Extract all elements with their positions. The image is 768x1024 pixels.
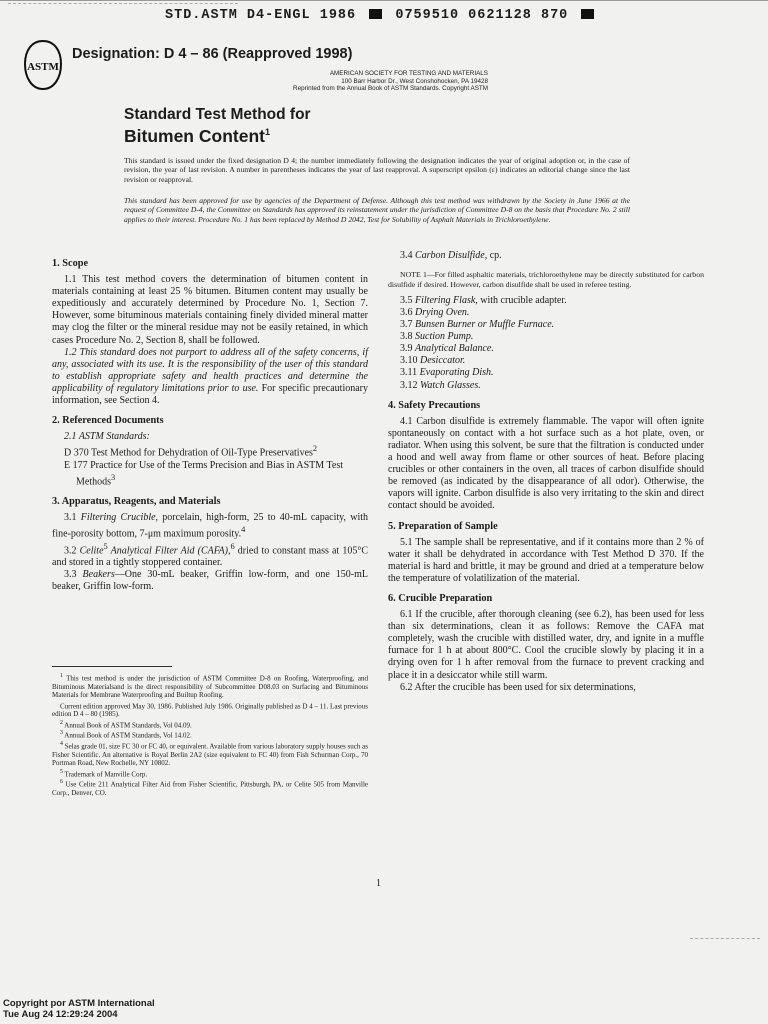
paragraph: 6.2 After the crucible has been used for six determinations, [400, 681, 636, 693]
title-line-2: Bitumen Content [124, 125, 265, 146]
item-number: 3.7 [400, 319, 413, 331]
document-code-header [165, 8, 598, 23]
document-title [124, 106, 311, 146]
section-heading: 3. Apparatus, Reagents, and Materials [52, 496, 221, 508]
item-number: 3.1 [64, 512, 81, 524]
footnote [52, 729, 368, 740]
footnote-mark: 5 [60, 768, 63, 775]
paragraph [52, 512, 368, 541]
item-number: 3.10 [400, 355, 418, 367]
code-part-1: STD.ASTM D4-ENGL 1986 [165, 8, 357, 23]
footnote-text: Annual Book of ASTM Standards, Vol 04.09. [62, 721, 192, 730]
item-number: 3.5 [400, 294, 413, 306]
apparatus-item [388, 295, 704, 307]
item-text: —One 30-mL beaker, Griffin low-form, and one 150-mL beaker, Griffin low-form. [52, 569, 369, 593]
paragraph [52, 541, 368, 570]
apparatus-item [388, 367, 704, 379]
footnote-mark: 1 [60, 673, 63, 679]
reference-d370: D 370 Test Method for Dehydration of Oil-Type Preservatives [64, 447, 313, 459]
section-heading: 4. Safety Precautions [388, 399, 481, 411]
apparatus-list [388, 295, 704, 392]
item-number: 3.8 [400, 331, 413, 343]
item-number: 3.2 [64, 545, 80, 557]
paragraph [52, 569, 368, 593]
apparatus-item [388, 319, 704, 331]
reference-item [52, 460, 368, 489]
footnote [52, 768, 368, 779]
footnote [52, 719, 368, 730]
item-name: Evaporating Dish. [419, 367, 494, 379]
footnote-text: This test method is under the jurisdiction of ASTM Committee D-8 on Roofing, Waterproofing, and Bituminous Materialsand is the direct responsibility of Subcommittee D08.03 on Surfacing and Bituminous Materials for Membrane Waterproofing and Builtup Roofing. [52, 674, 368, 700]
reprint-note: Reprinted from the Annual Book of ASTM Standards. Copyright ASTM [293, 85, 488, 93]
issuance-note: This standard is issued under the fixed designation D 4; the number immediately following the designation indicates the year of original adoption or, in the case of revision, the year of last revision. A number in parentheses indicates the year of last reapproval. A superscript epsilon (ε) indicates an editorial change since the last revision or reapproval. [124, 156, 630, 184]
item-name: Filtering Crucible, [80, 512, 159, 524]
footnotes [52, 672, 368, 798]
code-part-2: 0759510 0621128 870 [395, 8, 569, 23]
right-column [388, 250, 704, 694]
footnote-text: Use Celite 211 Analytical Filter Aid from Fisher Scientific, Pittsburgh, PA, or Celite 505 from Manville Corp., Denver, CO. [52, 780, 368, 798]
section-heading: 1. Scope [52, 258, 89, 269]
reference-e177: E 177 Practice for Use of the Terms Precision and Bias in ASTM Test Methods [64, 459, 344, 488]
footnote-mark: 4 [60, 741, 63, 748]
copyright-stamp [3, 998, 155, 1020]
safety-statement: 1.2 This standard does not purport to address all of the safety concerns, if any, associated with its use. It is the responsibility of the user of this standard to establish appropriate safety and health practices and determine the applicability of regulatory limitations prior to use. [52, 346, 368, 394]
item-text: dried to constant mass at 105°C and stored in a tightly stoppered container. [52, 545, 369, 569]
apparatus-item [388, 380, 704, 392]
footnote-mark: 2 [60, 719, 63, 726]
paragraph: 6.1 If the crucible, after thorough cleaning (see 6.2), has been used for less than six determinations, clean it as follows: Remove the CAFA mat completely, wash the crucible with distilled water, dry, and ignite in a muffle furnace for 1 h at about 800°C. Cool the crucible slowly by placing it in a drying oven for 1 h after removal from the furnace to prevent cracking and place it in a desiccator while still warm. [388, 609, 704, 681]
footnote-text: Annual Book of ASTM Standards, Vol 14.02. [62, 731, 192, 740]
copyright-line: Copyright por ASTM International [3, 998, 155, 1009]
apparatus-item [388, 355, 704, 367]
approval-note: This standard has been approved for use by agencies of the Department of Defense. Although this test method was withdrawn by the Society in June 1966 at the request of Committee D-4, the Committee on Standards has approved its reinstatement under the jurisdiction of Committee D-8 on the basis that Procedure No. 2 still applies to their interest. Procedure No. 1 has been replaced by Method D 2042, Test for Solubility of Asphalt Materials in Trichloroethylene. [124, 196, 630, 224]
item-name: Suction Pump. [415, 331, 474, 343]
scan-edge [0, 0, 768, 1]
footnote [52, 778, 368, 797]
item-name: Drying Oven. [415, 307, 470, 318]
item-name: Celite [79, 545, 104, 557]
left-column [52, 258, 368, 594]
paragraph: 1.1 This test method covers the determination of bitumen content in materials containing at least 25 % bitumen. Bitumen content may usually be expeditiously and accurately determined by Procedure No. 1, Section 7. However, some bituminous materials containing finely divided mineral matter may clog the filter or the mineral residue may not be easily retained, in which cases Procedure No. 2, Section 8, shall be followed. [52, 274, 368, 346]
section-heading: 6. Crucible Preparation [388, 592, 493, 604]
item-name: Carbon Disulfide, [415, 250, 488, 261]
footnote-ref: 4 [241, 525, 246, 535]
footnote [52, 740, 368, 768]
title-footnote-ref: 1 [264, 127, 270, 137]
paragraph: 4.1 Carbon disulfide is extremely flammable. The vapor will often ignite spontaneously on contact with a hot surface such as a hot plate, oven, or radiator. When using this solvent, be sure that the filtration is conducted under a hood and well away from flame or other sources of heat. Before placing crucibles or other containers in the oven, all traces of carbon disulfide should be removed (as indicated by the disappearance of all odor). Otherwise, the vapors will ignite. Carbon disulfide is also very irritating to the skin and direct contact should be avoided. [388, 415, 704, 512]
footnote-ref: 6 [230, 541, 235, 551]
item-name: Analytical Filter Aid (CAFA), [107, 545, 231, 557]
title-line-1: Standard Test Method for [124, 106, 311, 123]
item-number: 3.12 [400, 379, 418, 391]
item-number: 3.4 [400, 250, 415, 261]
item-text: cp. [487, 250, 502, 261]
publisher-name: AMERICAN SOCIETY FOR TESTING AND MATERIALS [329, 70, 488, 77]
designation: Designation: D 4 – 86 (Reapproved 1998) [72, 46, 353, 62]
logo-text: ASTM [27, 61, 59, 73]
item-name: Analytical Balance. [415, 343, 494, 355]
item-name: Watch Glasses. [420, 379, 481, 391]
footnote-text: Selas grade 01, size FC 30 or FC 40, or equivalent. Available from various laboratory supply houses such as Fisher Scientific. An alternative is Royal Berlin 2A2 (size equivalent to FC 40) from Fish Schurman Corp., 70 Portman Road, New Rochelle, NY 10802. [52, 742, 368, 768]
item-name: Desiccator. [420, 355, 466, 367]
footnote-ref: 5 [103, 541, 108, 551]
footnote-ref: 3 [111, 472, 116, 482]
item-name: Bunsen Burner or Muffle Furnace. [415, 319, 555, 331]
footnote-mark: 3 [60, 730, 63, 737]
footnote [52, 672, 368, 700]
item-number: 3.6 [400, 307, 413, 318]
apparatus-item [388, 307, 704, 319]
reference-item [52, 443, 368, 459]
footnote-rule [52, 666, 172, 667]
item-number: 3.3 [64, 569, 83, 581]
publisher-block [48, 70, 488, 93]
item-name: Beakers [82, 569, 115, 581]
paragraph [52, 347, 368, 407]
footnote-ref: 2 [312, 444, 318, 454]
apparatus-item [388, 331, 704, 343]
scan-dash-top [8, 3, 238, 5]
item-name: Filtering Flask, [415, 294, 478, 306]
item-number: 3.9 [400, 343, 413, 355]
section-heading: 2. Referenced Documents [52, 415, 164, 427]
safety-reference: For specific precautionary information, see Section 4. [52, 382, 368, 407]
print-timestamp: Tue Aug 24 12:29:24 2004 [3, 1009, 118, 1020]
footnote-mark: 6 [60, 779, 63, 786]
paragraph [388, 250, 704, 262]
scan-block-mark [369, 9, 382, 19]
sub-heading: 2.1 ASTM Standards: [64, 431, 150, 443]
section-heading: 5. Preparation of Sample [388, 520, 498, 532]
scan-block-mark [581, 9, 594, 19]
item-number: 3.11 [400, 367, 418, 379]
footnote [52, 700, 368, 719]
publisher-address: 100 Barr Harbor Dr., West Conshohocken, PA 19428 [341, 77, 488, 85]
scan-dash-bottom [690, 938, 760, 940]
note-1: NOTE 1—For filled asphaltic materials, trichloroethylene may be directly substituted for carbon disulfide if desired. However, carbon disulfide shall be used in referee testing. [388, 270, 704, 289]
item-text: porcelain, high-form, 25 to 40-mL capacity, with fine-porosity bottom, 7-μm maximum porosity. [52, 512, 369, 540]
item-text: with crucible adapter. [477, 294, 567, 306]
page-number: 1 [376, 878, 381, 889]
paragraph: 5.1 The sample shall be representative, and if it contains more than 2 % of water it shall be dehydrated in accordance with Test Method D 370. If the material is hard and brittle, it may be ground and dried at a temperature below the temperature of volatilization of the material. [388, 536, 704, 584]
footnote-text: Trademark of Manville Corp. [62, 770, 148, 779]
apparatus-item [388, 343, 704, 355]
footnote-text: Current edition approved May 30, 1986. Published July 1986. Originally published as D 4 – 11. Last previous edition D 4 – 80 (1985). [52, 701, 368, 719]
